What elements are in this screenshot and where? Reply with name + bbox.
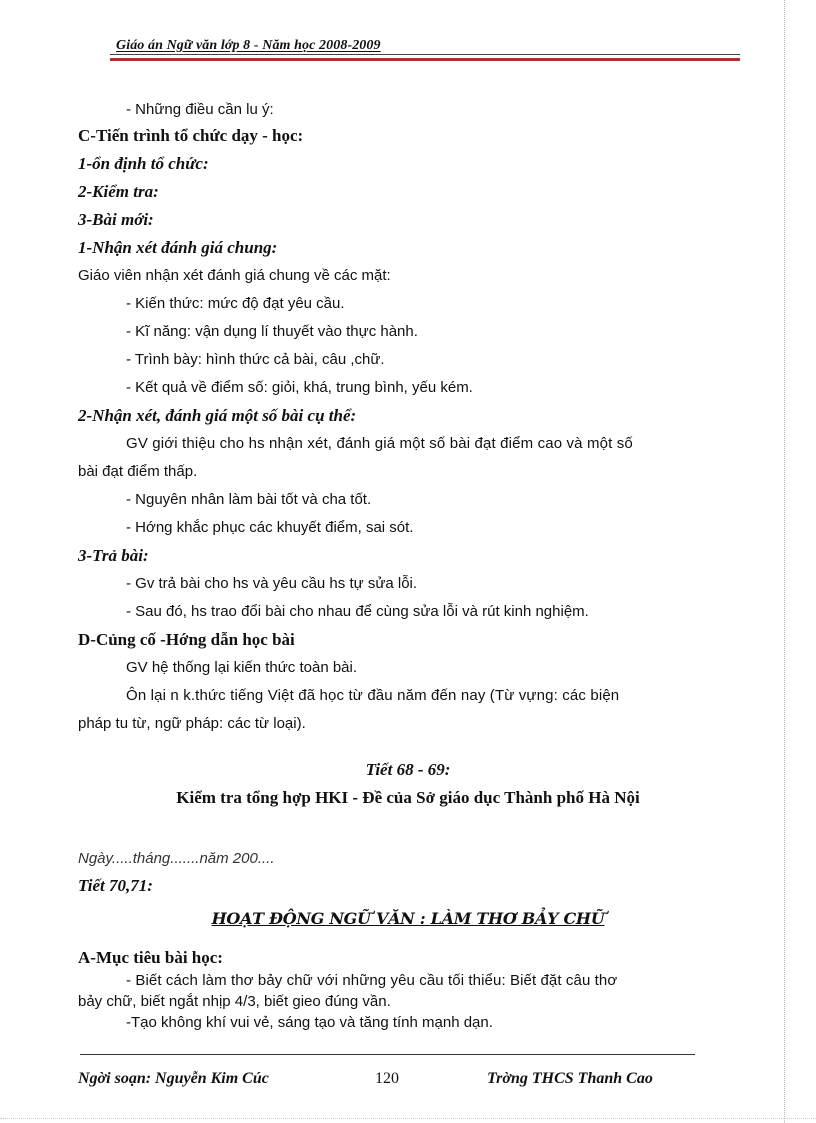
text-line: - Sau đó, hs trao đổi bài cho nhau để cùng sửa lỗi và rút kinh nghiệm.: [126, 603, 589, 620]
subheading: 1-ổn định tổ chức:: [78, 154, 209, 173]
lesson-number: Tiết 68 - 69:: [365, 760, 451, 779]
footer-school: Trờng THCS Thanh Cao: [487, 1070, 653, 1087]
section-heading-a: A-Mục tiêu bài học:: [78, 948, 223, 967]
text-line: - Nguyên nhân làm bài tốt và cha tốt.: [126, 491, 372, 508]
text-line: pháp tu từ, ngữ pháp: các từ loại).: [78, 715, 306, 732]
text-line: - Hớng khắc phục các khuyết điểm, sai sót.: [126, 519, 414, 536]
subheading: 2-Kiểm tra:: [78, 182, 159, 201]
text-line: GV hệ thống lại kiến thức toàn bài.: [126, 659, 358, 676]
subheading: 1-Nhận xét đánh giá chung:: [78, 238, 278, 257]
footer-author: Ngời soạn: Nguyễn Kim Cúc: [78, 1070, 269, 1087]
text-line: Ôn lại n k.thức tiếng Việt đã học từ đầu năm đến nay (Từ vựng: các biện: [126, 687, 620, 704]
header-divider-thin: [110, 54, 740, 55]
page-edge-right: [784, 0, 786, 1123]
page-edge-bottom: [0, 1118, 816, 1120]
text-line: - Gv trả bài cho hs và yêu cầu hs tự sửa lỗi.: [126, 575, 418, 592]
lesson-title: Kiểm tra tổng hợp HKI - Đề của Sở giáo dục Thành phố Hà Nội: [176, 788, 640, 807]
text-line: bài đạt điểm thấp.: [78, 463, 198, 480]
text-line: - Trình bày: hình thức cả bài, câu ,chữ.: [126, 351, 385, 368]
text-line: - Biết cách làm thơ bảy chữ với những yêu cầu tối thiểu: Biết đặt câu thơ: [126, 972, 618, 989]
header-title: Giáo án Ngữ văn lớp 8 - Năm học 2008-2009: [116, 38, 381, 53]
text-line: -Tạo không khí vui vẻ, sáng tạo và tăng tính mạnh dạn.: [126, 1014, 493, 1031]
section-heading-d: D-Củng cố -Hớng dẫn học bài: [78, 630, 295, 649]
text-line: - Kiến thức: mức độ đạt yêu cầu.: [126, 295, 345, 312]
page-number: 120: [375, 1070, 399, 1087]
text-line: bảy chữ, biết ngắt nhịp 4/3, biết gieo đúng vần.: [78, 993, 391, 1010]
lesson-title: HOẠT ĐỘNG NGỮ VĂN : LÀM THƠ BẢY CHỮ: [211, 909, 605, 928]
section-heading-c: C-Tiến trình tổ chức dạy - học:: [78, 126, 304, 145]
subheading: 3-Bài mới:: [78, 210, 154, 229]
text-line: - Kết quả về điểm số: giỏi, khá, trung bình, yếu kém.: [126, 379, 473, 396]
header-divider: [110, 58, 740, 61]
lesson-number: Tiết 70,71:: [78, 876, 153, 895]
subheading: 2-Nhận xét, đánh giá một số bài cụ thể:: [78, 406, 357, 425]
text-line: - Những điều cần lu ý:: [126, 101, 274, 118]
text-line: - Kĩ năng: vận dụng lí thuyết vào thực hành.: [126, 323, 418, 340]
text-line: Giáo viên nhận xét đánh giá chung về các mặt:: [78, 267, 391, 284]
text-line: GV giới thiệu cho hs nhận xét, đánh giá một số bài đạt điểm cao và một số: [126, 435, 633, 452]
footer-divider: [80, 1054, 695, 1055]
subheading: 3-Trả bài:: [78, 546, 149, 565]
date-line: Ngày.....tháng.......năm 200....: [78, 850, 275, 867]
